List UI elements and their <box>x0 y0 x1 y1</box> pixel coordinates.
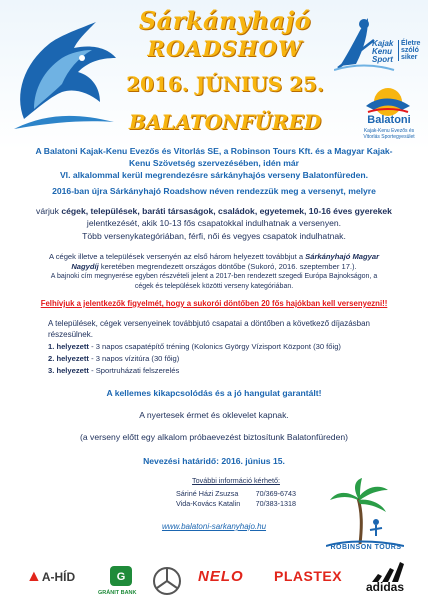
invite-line-1 <box>10 206 418 217</box>
sponsor-ahid-label: A-HÍD <box>41 570 76 584</box>
intro-line-1: A Balatoni Kajak-Kenu Evezős és Vitorlás SE, a Robinson Tours Kft. és a Magyar Kajak- <box>35 146 393 156</box>
prize-place-1: 1. helyezett <box>48 342 89 351</box>
invite-target-groups: cégek, települések, baráti társaságok, családok, egyetemek, 10-16 éves gyerekek <box>61 206 392 216</box>
finals-line-3: A bajnoki cím megnyerése egyben részvételi jelent a 2017-ben rendezett szegedi Európa Bajnokságon, a <box>50 273 378 280</box>
finals-warning: Felhívjuk a jelentkezők figyelmét, hogy a sukorói döntőben 20 fős hajókban kell versenyezni!! <box>40 299 388 308</box>
robinson-tours-logo-icon <box>326 478 404 552</box>
event-location: BALATONFÜRED <box>128 110 322 134</box>
ahid-a-icon: ▲ <box>26 568 42 585</box>
mercedes-logo-icon <box>152 566 182 596</box>
prize-item-3 <box>48 365 179 376</box>
contact-row-2 <box>176 499 296 509</box>
contact-row-1 <box>176 489 296 499</box>
dragon-logo-icon <box>4 14 122 134</box>
event-date: 2016. JÚNIUS 25. <box>126 72 324 96</box>
prize-place-2: 2. helyezett <box>48 354 89 363</box>
contact-name-2: Vida-Kovács Katalin <box>176 499 241 508</box>
intro-line-3: VI. alkalommal kerül megrendezésre sárkányhajós verseny Balatonfüreden. <box>59 170 369 180</box>
prize-place-3: 3. helyezett <box>48 366 89 375</box>
svg-text:G: G <box>116 571 126 583</box>
contact-heading: További információ kérhető: <box>192 476 280 485</box>
finals-prefix: A cégek illetve a települések versenyén az első három helyezett továbbjut a <box>48 252 306 261</box>
finals-line-1 <box>10 252 418 262</box>
invite-line-3: Több versenykategóriában, férfi, női és vegyes csapatok indulhatnak. <box>82 231 346 241</box>
event-title: Sárkányhajó <box>138 6 312 35</box>
closing-practice: (a verseny előtt egy alkalom próbaevezést biztosítunk Balatonfüreden) <box>80 432 348 442</box>
kks-logo-text: Kajak Kenu Sport <box>372 39 394 64</box>
sponsor-bar <box>0 560 428 600</box>
sponsor-nelo: NELO <box>198 568 244 585</box>
prize-item-2 <box>48 353 179 364</box>
website-link[interactable]: www.balatoni-sarkanyhajo.hu <box>161 522 267 531</box>
finals-line-4: cégek és települések közötti verseny kategóriában. <box>134 283 294 290</box>
registration-deadline: Nevezési határidő: 2016. június 15. <box>143 456 285 466</box>
balatoni-logo-name: Balatoni <box>367 114 411 126</box>
finals-line-2 <box>10 262 418 272</box>
robinson-tours-label: ROBINSON TOURS <box>330 544 402 551</box>
sponsor-plastex: PLASTEX <box>274 568 343 584</box>
finals-event-name-2: Nagydíj <box>71 262 99 271</box>
granit-bank-logo-icon <box>108 564 134 588</box>
event-subtitle: ROADSHOW <box>147 36 303 61</box>
finals-details: keretében megrendezett országos döntőbe (Sukoró, 2016. szeptember 17.). <box>98 262 357 271</box>
contact-phone-1: 70/369-6743 <box>255 489 296 498</box>
sponsor-granit-label: GRÁNIT BANK <box>98 590 137 596</box>
sponsor-ahid <box>26 568 75 586</box>
contact-phone-2: 70/383-1318 <box>255 499 296 508</box>
invite-prefix: várjuk <box>36 206 62 216</box>
prize-desc-3: - Sportruházati felszerelés <box>88 366 180 375</box>
prizes-intro-1: A települések, cégek versenyeinek továbbjutó csapatai a döntőben a következő díjazásban <box>48 319 370 328</box>
prizes-intro-2: részesülnek. <box>48 330 93 339</box>
adidas-stripes-icon <box>370 562 404 582</box>
invite-line-2: jelentkezését, akik 10-13 fős csapatokkal indulhatnak a versenyen. <box>86 218 342 228</box>
closing-wish: A kellemes kikapcsolódás és a jó hangulat garantált! <box>106 388 322 398</box>
intro-line-4: 2016-ban újra Sárkányhajó Roadshow néven rendezzük meg a versenyt, melyre <box>52 186 376 196</box>
prize-item-1 <box>48 341 341 352</box>
prize-desc-2: - 3 napos vízitúra (30 főig) <box>88 354 180 363</box>
intro-line-2: Kenu Szövetség szervezésében, idén már <box>128 158 300 168</box>
kks-slogan-text: Életre szóló siker <box>398 40 425 61</box>
balatoni-logo-subtitle: Kajak-Kenu Evezős és Vitorlás Sportegyesület <box>363 128 415 140</box>
finals-event-name: Sárkányhajó Magyar <box>305 252 380 261</box>
contact-box <box>176 476 296 509</box>
closing-medals: A nyertesek érmet és oklevelet kapnak. <box>139 410 289 420</box>
sponsor-adidas: adidas <box>366 580 405 594</box>
prize-desc-1: - 3 napos csapatépítő tréning (Kolonics György Vízisport Központ (30 főig) <box>88 342 341 351</box>
contact-name-1: Sáriné Házi Zsuzsa <box>176 489 239 498</box>
